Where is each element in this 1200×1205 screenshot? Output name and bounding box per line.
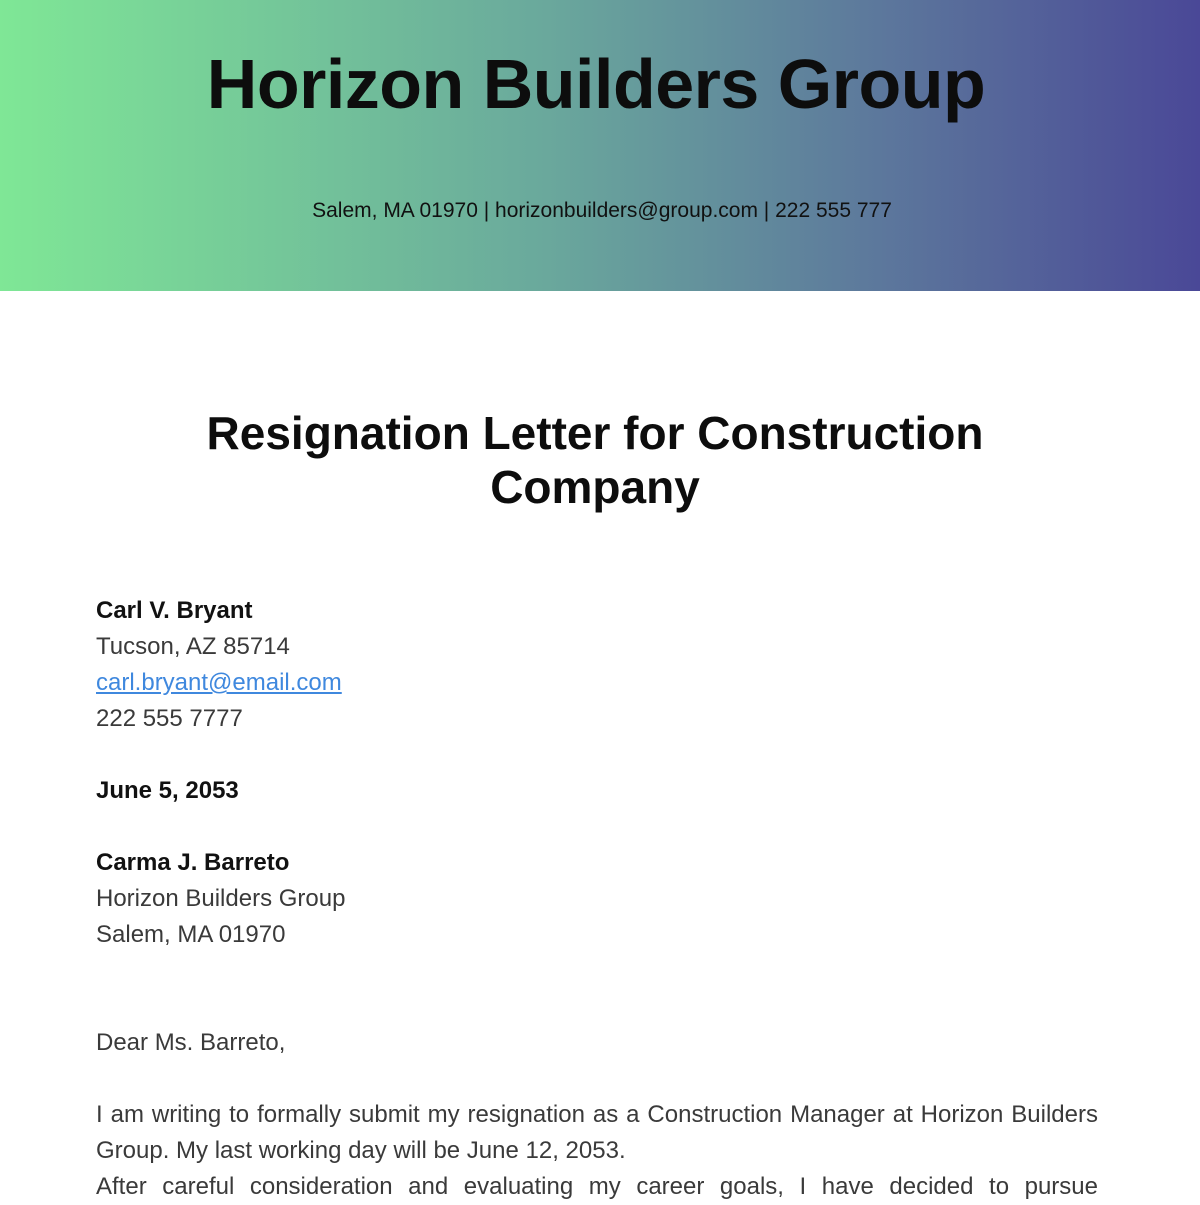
sender-phone: 222 555 7777: [96, 705, 243, 732]
letter-body: [96, 1097, 1098, 1205]
recipient-name: Carma J. Barreto: [96, 849, 290, 876]
letter-date: June 5, 2053: [96, 777, 239, 804]
salutation-block: [96, 1025, 1098, 1061]
letter-date-block: [96, 773, 1098, 809]
sender-address: Tucson, AZ 85714: [96, 633, 290, 660]
sender-block: [96, 593, 1098, 737]
recipient-block: [96, 845, 1098, 953]
company-contact-line: Salem, MA 01970 | horizonbuilders@group.com | 222 555 777: [312, 199, 892, 222]
recipient-company: Horizon Builders Group: [96, 885, 346, 912]
salutation: Dear Ms. Barreto,: [96, 1029, 286, 1056]
sender-email-link[interactable]: carl.bryant@email.com: [96, 669, 342, 696]
body-paragraph-1: I am writing to formally submit my resignation as a Construction Manager at Horizon Builders Group. My last working day will be June 12, 2053.: [96, 1101, 1098, 1164]
letterhead-banner: [0, 0, 1200, 291]
body-paragraph-2: After careful consideration and evaluating my career goals, I have decided to pursue: [96, 1173, 1098, 1200]
company-name: Horizon Builders Group: [206, 45, 986, 123]
sender-name: Carl V. Bryant: [96, 597, 253, 624]
letter-title: Resignation Letter for Construction Company: [206, 407, 984, 513]
recipient-address: Salem, MA 01970: [96, 921, 286, 948]
